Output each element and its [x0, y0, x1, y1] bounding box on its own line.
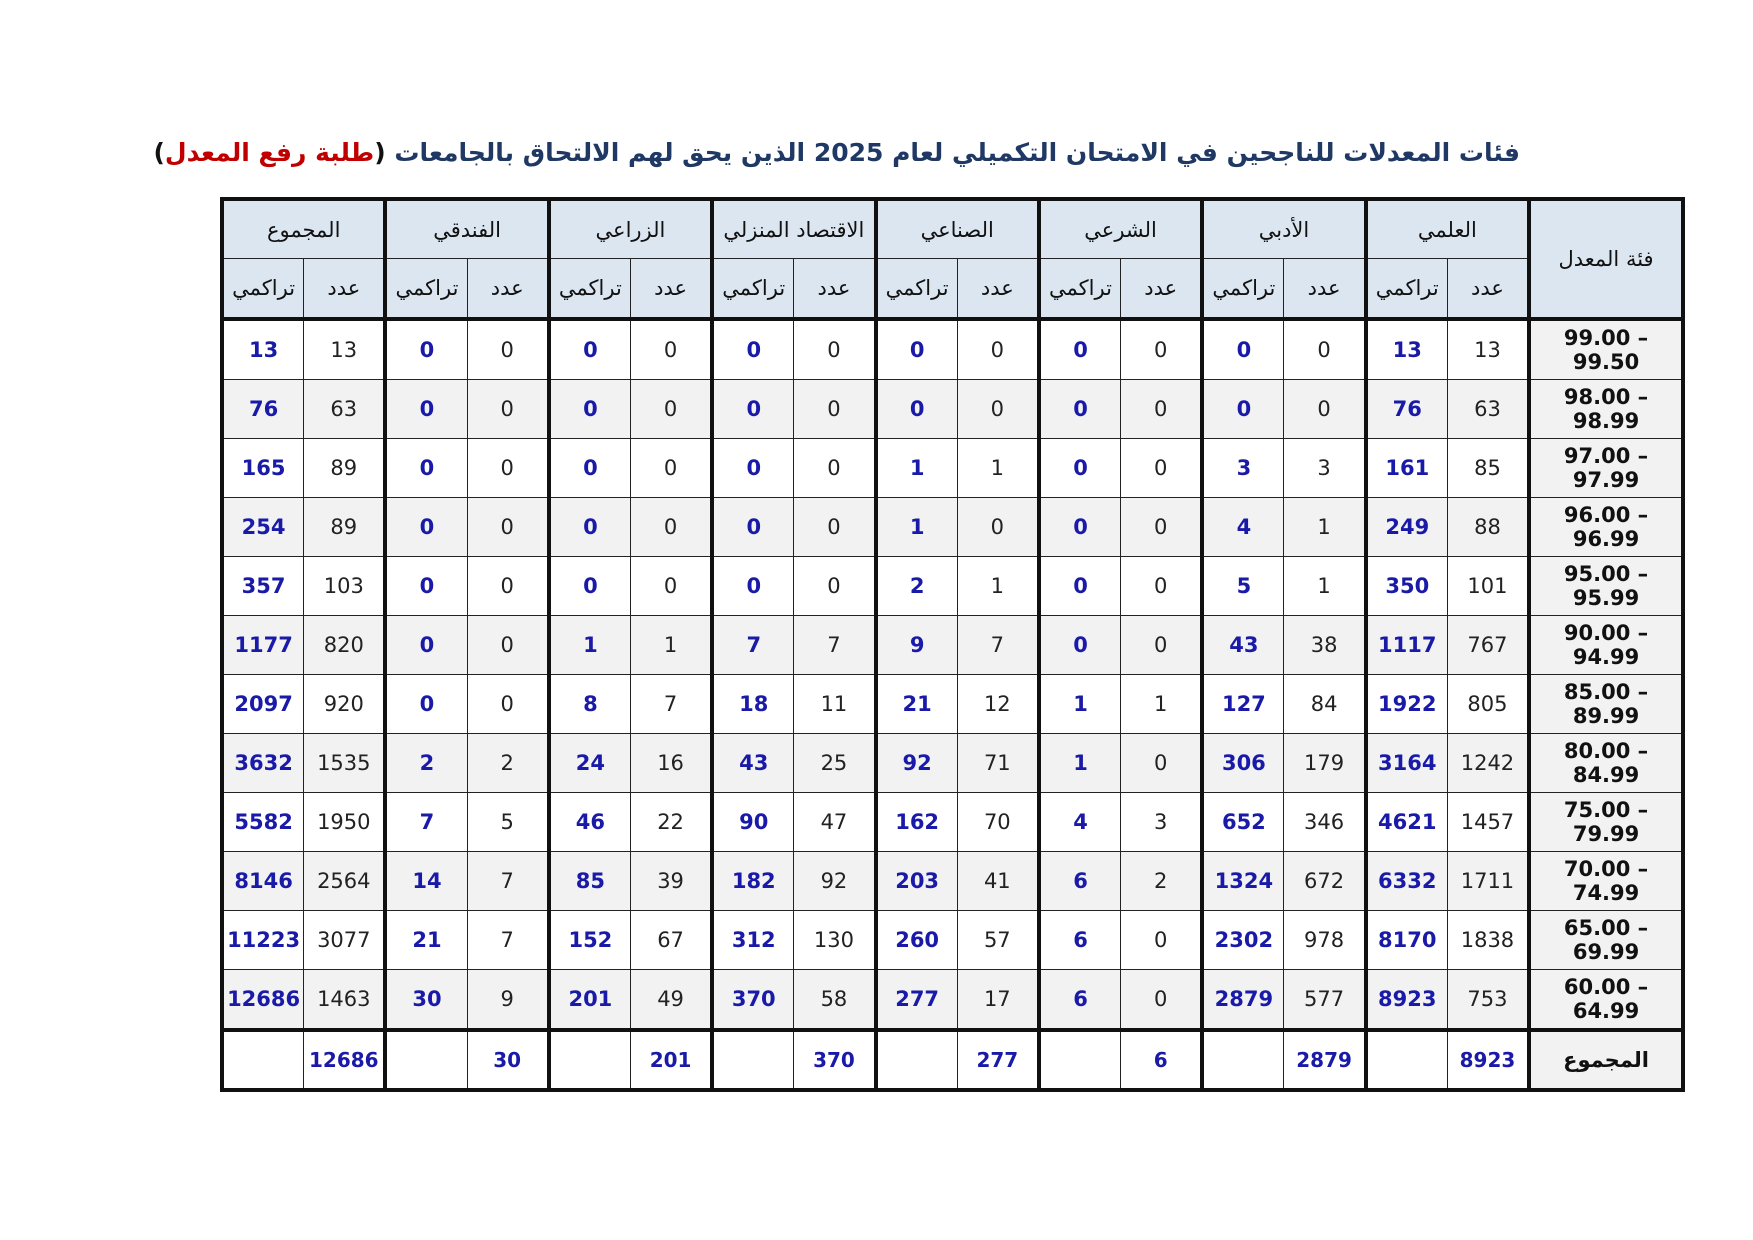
cumulative-cell: 1: [549, 616, 631, 675]
table-row: [222, 793, 1683, 852]
cumulative-cell: 43: [712, 734, 794, 793]
title-close-paren: ): [153, 138, 165, 167]
cumulative-cell: 652: [1202, 793, 1284, 852]
range-cell: 98.00 – 98.99: [1529, 380, 1683, 439]
cumulative-cell: 3632: [222, 734, 304, 793]
count-cell: 920: [304, 675, 386, 734]
cumulative-cell: 1922: [1366, 675, 1448, 734]
table-row: [222, 734, 1683, 793]
table-row: [222, 616, 1683, 675]
cumulative-cell: 76: [222, 380, 304, 439]
cumulative-cell: 6: [1039, 852, 1121, 911]
cumulative-cell: 1117: [1366, 616, 1448, 675]
table-row: [222, 970, 1683, 1031]
count-cell: 0: [957, 380, 1039, 439]
count-cell: 1535: [304, 734, 386, 793]
count-cell: 0: [630, 498, 712, 557]
count-cell: 0: [957, 319, 1039, 380]
total-row: [222, 1030, 1683, 1090]
cumulative-cell: 0: [549, 380, 631, 439]
cumulative-cell: 5: [1202, 557, 1284, 616]
cumulative-cell: 0: [1039, 439, 1121, 498]
cumulative-cell: 0: [385, 498, 467, 557]
cumulative-cell: 2097: [222, 675, 304, 734]
cumulative-cell: 6: [1039, 911, 1121, 970]
cumulative-cell: 8146: [222, 852, 304, 911]
cumulative-cell: 254: [222, 498, 304, 557]
count-cell: 89: [304, 439, 386, 498]
cumulative-cell: 13: [1366, 319, 1448, 380]
cumulative-cell: 4: [1039, 793, 1121, 852]
cumulative-cell: 203: [876, 852, 958, 911]
count-cell: 13: [304, 319, 386, 380]
count-cell: 1463: [304, 970, 386, 1031]
count-cell: 0: [467, 557, 549, 616]
branch-header: العلمي: [1366, 199, 1529, 259]
count-cell: 7: [467, 911, 549, 970]
count-cell: 0: [1121, 498, 1203, 557]
header-row-branches: [222, 199, 1683, 259]
count-cell: 3: [1121, 793, 1203, 852]
count-cell: 0: [630, 319, 712, 380]
cumulative-cell: 162: [876, 793, 958, 852]
count-cell: 17: [957, 970, 1039, 1031]
cumulative-cell: 0: [1039, 380, 1121, 439]
title-open-paren: (: [374, 138, 386, 167]
category-header: فئة المعدل: [1529, 199, 1683, 319]
cumulative-cell: 43: [1202, 616, 1284, 675]
cumulative-cell: 260: [876, 911, 958, 970]
total-label: المجموع: [1529, 1030, 1683, 1090]
cumulative-cell: 13: [222, 319, 304, 380]
count-cell: 22: [630, 793, 712, 852]
cumulative-cell: 161: [1366, 439, 1448, 498]
cumulative-cell: 6: [1039, 970, 1121, 1031]
cumulative-cell: 0: [385, 439, 467, 498]
cumulative-cell: 0: [712, 498, 794, 557]
count-cell: 1: [630, 616, 712, 675]
subheader-cumulative: تراكمي: [222, 259, 304, 320]
branch-header: الأدبي: [1202, 199, 1365, 259]
count-cell: 71: [957, 734, 1039, 793]
cumulative-cell: 6332: [1366, 852, 1448, 911]
count-cell: 1457: [1447, 793, 1529, 852]
count-cell: 3: [1284, 439, 1366, 498]
cumulative-cell: 312: [712, 911, 794, 970]
cumulative-cell: 9: [876, 616, 958, 675]
count-cell: 0: [467, 319, 549, 380]
cumulative-cell: 0: [712, 380, 794, 439]
cumulative-cell: 370: [712, 970, 794, 1031]
cumulative-cell: 0: [549, 498, 631, 557]
total-cell: 2879: [1284, 1030, 1366, 1090]
table-body: [222, 319, 1683, 1090]
cumulative-cell: 0: [385, 557, 467, 616]
count-cell: 38: [1284, 616, 1366, 675]
count-cell: 85: [1447, 439, 1529, 498]
total-empty-cell: [385, 1030, 467, 1090]
range-cell: 80.00 – 84.99: [1529, 734, 1683, 793]
cumulative-cell: 1: [876, 498, 958, 557]
cumulative-cell: 0: [1039, 498, 1121, 557]
count-cell: 0: [794, 319, 876, 380]
count-cell: 70: [957, 793, 1039, 852]
cumulative-cell: 0: [549, 439, 631, 498]
count-cell: 88: [1447, 498, 1529, 557]
averages-table: [220, 197, 1685, 1092]
count-cell: 11: [794, 675, 876, 734]
count-cell: 0: [1284, 319, 1366, 380]
range-cell: 97.00 – 97.99: [1529, 439, 1683, 498]
cumulative-cell: 0: [876, 380, 958, 439]
range-cell: 90.00 – 94.99: [1529, 616, 1683, 675]
cumulative-cell: 0: [1039, 319, 1121, 380]
cumulative-cell: 2302: [1202, 911, 1284, 970]
count-cell: 92: [794, 852, 876, 911]
count-cell: 130: [794, 911, 876, 970]
cumulative-cell: 18: [712, 675, 794, 734]
subheader-cumulative: تراكمي: [712, 259, 794, 320]
range-cell: 99.00 – 99.50: [1529, 319, 1683, 380]
count-cell: 767: [1447, 616, 1529, 675]
count-cell: 3077: [304, 911, 386, 970]
count-cell: 89: [304, 498, 386, 557]
count-cell: 2564: [304, 852, 386, 911]
count-cell: 13: [1447, 319, 1529, 380]
table-row: [222, 319, 1683, 380]
cumulative-cell: 152: [549, 911, 631, 970]
count-cell: 1: [1284, 498, 1366, 557]
title-main: فئات المعدلات للناجحين في الامتحان التكميلي لعام 2025 الذين يحق لهم الالتحاق بالجامعات: [394, 138, 1520, 167]
cumulative-cell: 7: [712, 616, 794, 675]
count-cell: 672: [1284, 852, 1366, 911]
cumulative-cell: 0: [549, 557, 631, 616]
cumulative-cell: 0: [1202, 319, 1284, 380]
branch-header: الشرعي: [1039, 199, 1202, 259]
cumulative-cell: 30: [385, 970, 467, 1031]
range-cell: 75.00 – 79.99: [1529, 793, 1683, 852]
cumulative-cell: 165: [222, 439, 304, 498]
subheader-count: عدد: [1447, 259, 1529, 320]
count-cell: 1711: [1447, 852, 1529, 911]
count-cell: 63: [1447, 380, 1529, 439]
subheader-count: عدد: [957, 259, 1039, 320]
range-cell: 85.00 – 89.99: [1529, 675, 1683, 734]
cumulative-cell: 14: [385, 852, 467, 911]
count-cell: 0: [630, 557, 712, 616]
count-cell: 820: [304, 616, 386, 675]
count-cell: 1: [957, 439, 1039, 498]
table-row: [222, 557, 1683, 616]
total-empty-cell: [712, 1030, 794, 1090]
table-row: [222, 911, 1683, 970]
table-row: [222, 380, 1683, 439]
count-cell: 0: [1121, 439, 1203, 498]
cumulative-cell: 1: [1039, 675, 1121, 734]
total-empty-cell: [1202, 1030, 1284, 1090]
count-cell: 2: [467, 734, 549, 793]
cumulative-cell: 46: [549, 793, 631, 852]
count-cell: 7: [467, 852, 549, 911]
branch-header: الفندقي: [385, 199, 548, 259]
cumulative-cell: 0: [712, 557, 794, 616]
count-cell: 179: [1284, 734, 1366, 793]
cumulative-cell: 0: [385, 380, 467, 439]
range-cell: 60.00 – 64.99: [1529, 970, 1683, 1031]
cumulative-cell: 0: [876, 319, 958, 380]
cumulative-cell: 8: [549, 675, 631, 734]
count-cell: 7: [794, 616, 876, 675]
count-cell: 1: [957, 557, 1039, 616]
cumulative-cell: 0: [385, 319, 467, 380]
range-cell: 70.00 – 74.99: [1529, 852, 1683, 911]
total-cell: 8923: [1447, 1030, 1529, 1090]
subheader-cumulative: تراكمي: [385, 259, 467, 320]
count-cell: 7: [957, 616, 1039, 675]
table-row: [222, 852, 1683, 911]
count-cell: 0: [1121, 319, 1203, 380]
page-title: [153, 136, 1520, 170]
branch-header: الاقتصاد المنزلي: [712, 199, 875, 259]
count-cell: 753: [1447, 970, 1529, 1031]
subheader-count: عدد: [630, 259, 712, 320]
total-empty-cell: [549, 1030, 631, 1090]
branch-header: الصناعي: [876, 199, 1039, 259]
cumulative-cell: 92: [876, 734, 958, 793]
cumulative-cell: 201: [549, 970, 631, 1031]
cumulative-cell: 127: [1202, 675, 1284, 734]
total-cell: 370: [794, 1030, 876, 1090]
subheader-cumulative: تراكمي: [1202, 259, 1284, 320]
count-cell: 1242: [1447, 734, 1529, 793]
cumulative-cell: 0: [712, 319, 794, 380]
count-cell: 0: [794, 439, 876, 498]
count-cell: 0: [1121, 734, 1203, 793]
cumulative-cell: 1324: [1202, 852, 1284, 911]
cumulative-cell: 0: [385, 675, 467, 734]
cumulative-cell: 76: [1366, 380, 1448, 439]
cumulative-cell: 7: [385, 793, 467, 852]
total-cell: 201: [630, 1030, 712, 1090]
cumulative-cell: 357: [222, 557, 304, 616]
cumulative-cell: 11223: [222, 911, 304, 970]
count-cell: 12: [957, 675, 1039, 734]
total-cell: 277: [957, 1030, 1039, 1090]
subheader-count: عدد: [467, 259, 549, 320]
cumulative-cell: 2879: [1202, 970, 1284, 1031]
cumulative-cell: 0: [1039, 557, 1121, 616]
total-cell: 6: [1121, 1030, 1203, 1090]
count-cell: 16: [630, 734, 712, 793]
count-cell: 0: [467, 675, 549, 734]
cumulative-cell: 182: [712, 852, 794, 911]
count-cell: 1838: [1447, 911, 1529, 970]
subheader-cumulative: تراكمي: [876, 259, 958, 320]
subheader-cumulative: تراكمي: [549, 259, 631, 320]
cumulative-cell: 12686: [222, 970, 304, 1031]
cumulative-cell: 3: [1202, 439, 1284, 498]
cumulative-cell: 5582: [222, 793, 304, 852]
count-cell: 57: [957, 911, 1039, 970]
table-row: [222, 498, 1683, 557]
cumulative-cell: 4621: [1366, 793, 1448, 852]
count-cell: 5: [467, 793, 549, 852]
count-cell: 978: [1284, 911, 1366, 970]
cumulative-cell: 21: [876, 675, 958, 734]
count-cell: 0: [794, 380, 876, 439]
branch-header: الزراعي: [549, 199, 712, 259]
count-cell: 25: [794, 734, 876, 793]
branch-header: المجموع: [222, 199, 385, 259]
total-empty-cell: [222, 1030, 304, 1090]
count-cell: 1: [1121, 675, 1203, 734]
count-cell: 67: [630, 911, 712, 970]
cumulative-cell: 85: [549, 852, 631, 911]
range-cell: 96.00 – 96.99: [1529, 498, 1683, 557]
count-cell: 1950: [304, 793, 386, 852]
cumulative-cell: 90: [712, 793, 794, 852]
subheader-count: عدد: [1121, 259, 1203, 320]
header-row-subheaders: [222, 259, 1683, 320]
count-cell: 1: [1284, 557, 1366, 616]
range-cell: 65.00 – 69.99: [1529, 911, 1683, 970]
count-cell: 9: [467, 970, 549, 1031]
count-cell: 0: [1121, 380, 1203, 439]
cumulative-cell: 0: [1202, 380, 1284, 439]
count-cell: 0: [467, 439, 549, 498]
total-empty-cell: [876, 1030, 958, 1090]
count-cell: 805: [1447, 675, 1529, 734]
count-cell: 39: [630, 852, 712, 911]
count-cell: 0: [630, 439, 712, 498]
count-cell: 0: [467, 498, 549, 557]
cumulative-cell: 2: [385, 734, 467, 793]
count-cell: 0: [1121, 557, 1203, 616]
total-cell: 30: [467, 1030, 549, 1090]
count-cell: 0: [1121, 970, 1203, 1031]
cumulative-cell: 0: [385, 616, 467, 675]
count-cell: 84: [1284, 675, 1366, 734]
cumulative-cell: 277: [876, 970, 958, 1031]
cumulative-cell: 2: [876, 557, 958, 616]
count-cell: 0: [1284, 380, 1366, 439]
subheader-count: عدد: [304, 259, 386, 320]
cumulative-cell: 0: [712, 439, 794, 498]
range-cell: 95.00 – 95.99: [1529, 557, 1683, 616]
cumulative-cell: 249: [1366, 498, 1448, 557]
total-empty-cell: [1366, 1030, 1448, 1090]
count-cell: 0: [467, 616, 549, 675]
cumulative-cell: 21: [385, 911, 467, 970]
cumulative-cell: 8923: [1366, 970, 1448, 1031]
count-cell: 63: [304, 380, 386, 439]
count-cell: 101: [1447, 557, 1529, 616]
count-cell: 0: [467, 380, 549, 439]
title-highlight: طلبة رفع المعدل: [164, 138, 375, 167]
subheader-cumulative: تراكمي: [1366, 259, 1448, 320]
count-cell: 0: [1121, 911, 1203, 970]
table-row: [222, 439, 1683, 498]
count-cell: 0: [794, 557, 876, 616]
total-empty-cell: [1039, 1030, 1121, 1090]
cumulative-cell: 1: [876, 439, 958, 498]
cumulative-cell: 4: [1202, 498, 1284, 557]
cumulative-cell: 350: [1366, 557, 1448, 616]
count-cell: 577: [1284, 970, 1366, 1031]
count-cell: 0: [794, 498, 876, 557]
cumulative-cell: 0: [1039, 616, 1121, 675]
count-cell: 58: [794, 970, 876, 1031]
cumulative-cell: 3164: [1366, 734, 1448, 793]
count-cell: 47: [794, 793, 876, 852]
count-cell: 49: [630, 970, 712, 1031]
cumulative-cell: 306: [1202, 734, 1284, 793]
count-cell: 0: [1121, 616, 1203, 675]
cumulative-cell: 1: [1039, 734, 1121, 793]
cumulative-cell: 24: [549, 734, 631, 793]
subheader-cumulative: تراكمي: [1039, 259, 1121, 320]
count-cell: 0: [630, 380, 712, 439]
count-cell: 7: [630, 675, 712, 734]
cumulative-cell: 1177: [222, 616, 304, 675]
table-row: [222, 675, 1683, 734]
count-cell: 41: [957, 852, 1039, 911]
count-cell: 2: [1121, 852, 1203, 911]
count-cell: 0: [957, 498, 1039, 557]
subheader-count: عدد: [794, 259, 876, 320]
count-cell: 103: [304, 557, 386, 616]
subheader-count: عدد: [1284, 259, 1366, 320]
total-cell: 12686: [304, 1030, 386, 1090]
count-cell: 346: [1284, 793, 1366, 852]
cumulative-cell: 0: [549, 319, 631, 380]
cumulative-cell: 8170: [1366, 911, 1448, 970]
